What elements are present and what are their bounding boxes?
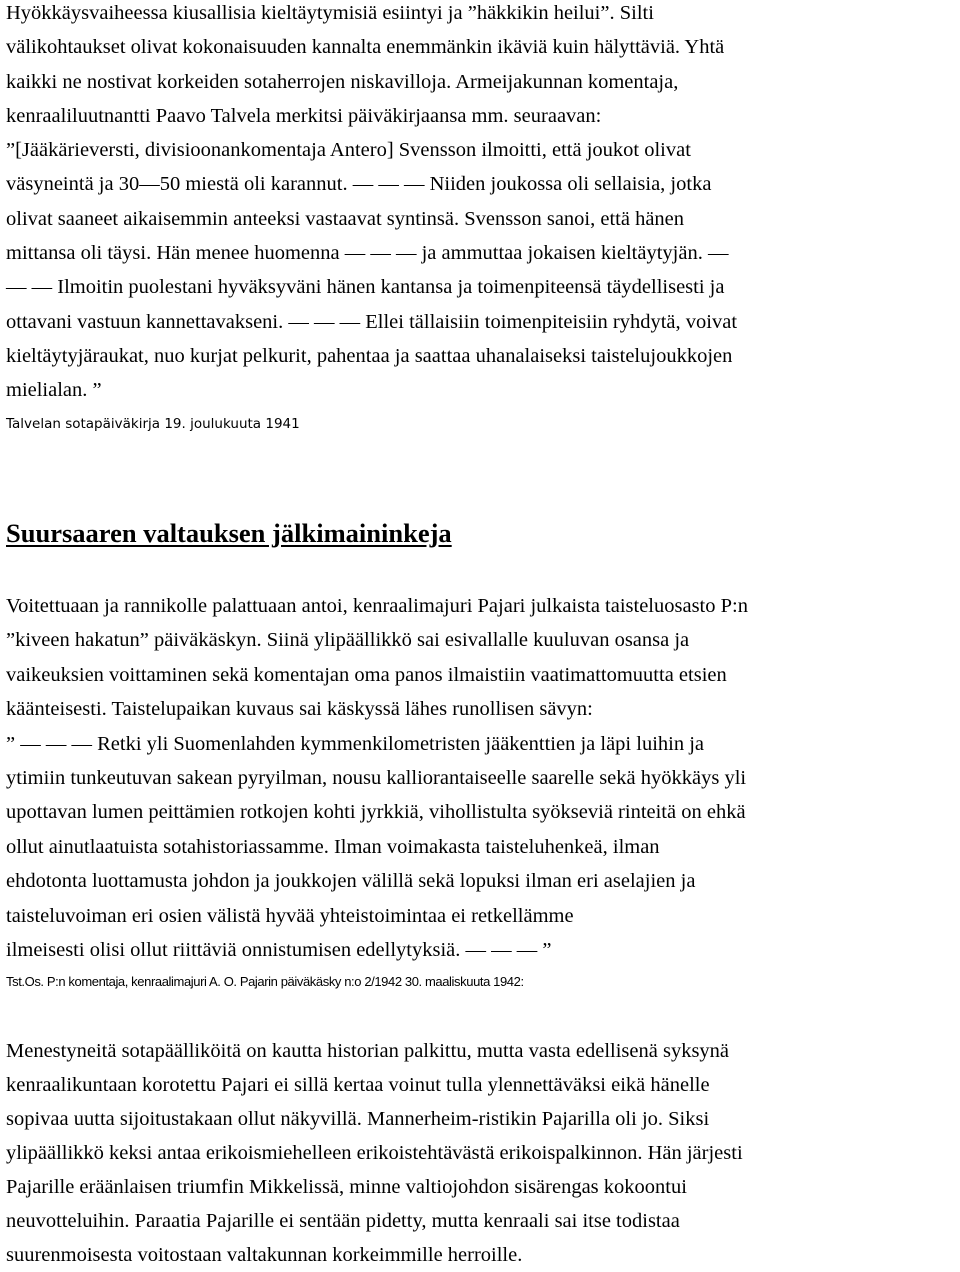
text-line: upottavan lumen peittämien rotkojen kohti jyrkkiä, vihollistulta syökseviä rinteitä on ehkä (6, 801, 746, 824)
source-citation-pajari: Tst.Os. P:n komentaja, kenraalimajuri A. O. Pajarin päiväkäsky n:o 2/1942 30. maaliskuuta 1942: (6, 974, 524, 989)
section-heading: Suursaaren valtauksen jälkimaininkeja (6, 518, 452, 548)
text-line: Pajarille eräänlaisen triumfin Mikkelissä, minne valtiojohdon sisärengas kokoontui (6, 1176, 687, 1198)
text-line: käänteisesti. Taistelupaikan kuvaus sai käskyssä lähes runollisen sävyn: (6, 698, 593, 721)
text-line: väsyneintä ja 30—50 miestä oli karannut. — — — Niiden joukossa oli sellaisia, jotka (6, 173, 712, 196)
closing-paragraph (6, 1034, 743, 1272)
text-line: ehdotonta luottamusta johdon ja joukkojen välillä sekä lopuksi ilman eri aselajien ja (6, 870, 696, 893)
text-line: mielialan. ” (6, 379, 102, 402)
text-line: taisteluvoiman eri osien välistä hyvää yhteistoimintaa ei retkellämme (6, 904, 574, 927)
text-line: neuvotteluihin. Paraatia Pajarille ei sentään pidetty, mutta kenraali sai itse todistaa (6, 1210, 680, 1232)
text-line: välikohtaukset olivat kokonaisuuden kannalta enemmänkin ikäviä kuin hälyttäviä. Yhtä (6, 36, 725, 59)
text-line: kieltäytyjäraukat, nuo kurjat pelkurit, pahentaa ja saattaa uhanalaiseksi taistelujoukkojen (6, 344, 733, 367)
text-line: ytimiin tunkeutuvan sakean pyryilman, nousu kalliorantaiseelle saarelle sekä hyökkäys yli (6, 767, 747, 790)
text-line: kenraaliluutnantti Paavo Talvela merkitsi päiväkirjaansa mm. seuraavan: (6, 104, 602, 127)
text-line: ollut ainutlaatuista sotahistoriassamme. Ilman voimakasta taisteluhenkeä, ilman (6, 835, 660, 858)
text-line: Menestyneitä sotapäälliköitä on kautta historian palkittu, mutta vasta edellisenä syksynä (6, 1040, 730, 1062)
text-line: ”kiveen hakatun” päiväkäskyn. Siinä ylipäällikkö sai esivallalle kuuluvan osansa ja (6, 629, 690, 652)
text-line: sopivaa uutta sijoitustakaan ollut näkyvillä. Mannerheim-ristikin Pajarilla oli jo. Siksi (6, 1108, 710, 1130)
text-line: suurenmoisesta voitostaan valtakunnan korkeimmille herroille. (6, 1244, 523, 1266)
text-line: ilmeisesti olisi ollut riittäviä onnistumisen edellytyksiä. — — — ” (6, 939, 552, 962)
text-line: ”[Jääkärieversti, divisioonankomentaja Antero] Svensson ilmoitti, että joukot olivat (6, 139, 691, 162)
text-line: ylipäällikkö keksi antaa erikoismiehelleen erikoistehtävästä erikoispalkinnon. Hän järjesti (6, 1142, 743, 1164)
talvela-quote-paragraph (6, 0, 737, 408)
text-line: ” — — — Retki yli Suomenlahden kymmenkilometristen jääkenttien ja läpi luihin ja (6, 732, 705, 755)
text-line: ottavani vastuun kannettavakseni. — — — Ellei tällaisiin toimenpiteisiin ryhdytä, voivat (6, 310, 738, 333)
text-line: Voitettuaan ja rannikolle palattuaan antoi, kenraalimajuri Pajari julkaista taisteluosasto P:n (6, 595, 748, 617)
text-line: kenraalikuntaan korotettu Pajari ei sillä kertaa voinut tulla ylennettäväksi eikä hänelle (6, 1074, 710, 1096)
text-line: olivat saaneet aikaisemmin anteeksi vastaavat syntinsä. Svensson sanoi, että hänen (6, 207, 685, 230)
pajari-order-paragraph (6, 589, 748, 967)
text-line: vaikeuksien voittaminen sekä komentajan oma panos ilmaistiin vaatimattomuutta etsien (6, 663, 727, 686)
source-citation-talvela: Talvelan sotapäiväkirja 19. joulukuuta 1941 (6, 416, 300, 432)
text-line: kaikki ne nostivat korkeiden sotaherrojen niskavilloja. Armeijakunnan komentaja, (6, 70, 679, 93)
text-line: Hyökkäysvaiheessa kiusallisia kieltäytymisiä esiintyi ja ”häkkikin heilui”. Silti (6, 2, 654, 24)
text-line: mittansa oli täysi. Hän menee huomenna — — — ja ammuttaa jokaisen kieltäytyjän. — (6, 242, 729, 265)
text-line: — — Ilmoitin puolestani hyväksyväni hänen kantansa ja toimenpiteensä täydellisesti ja (6, 276, 725, 299)
